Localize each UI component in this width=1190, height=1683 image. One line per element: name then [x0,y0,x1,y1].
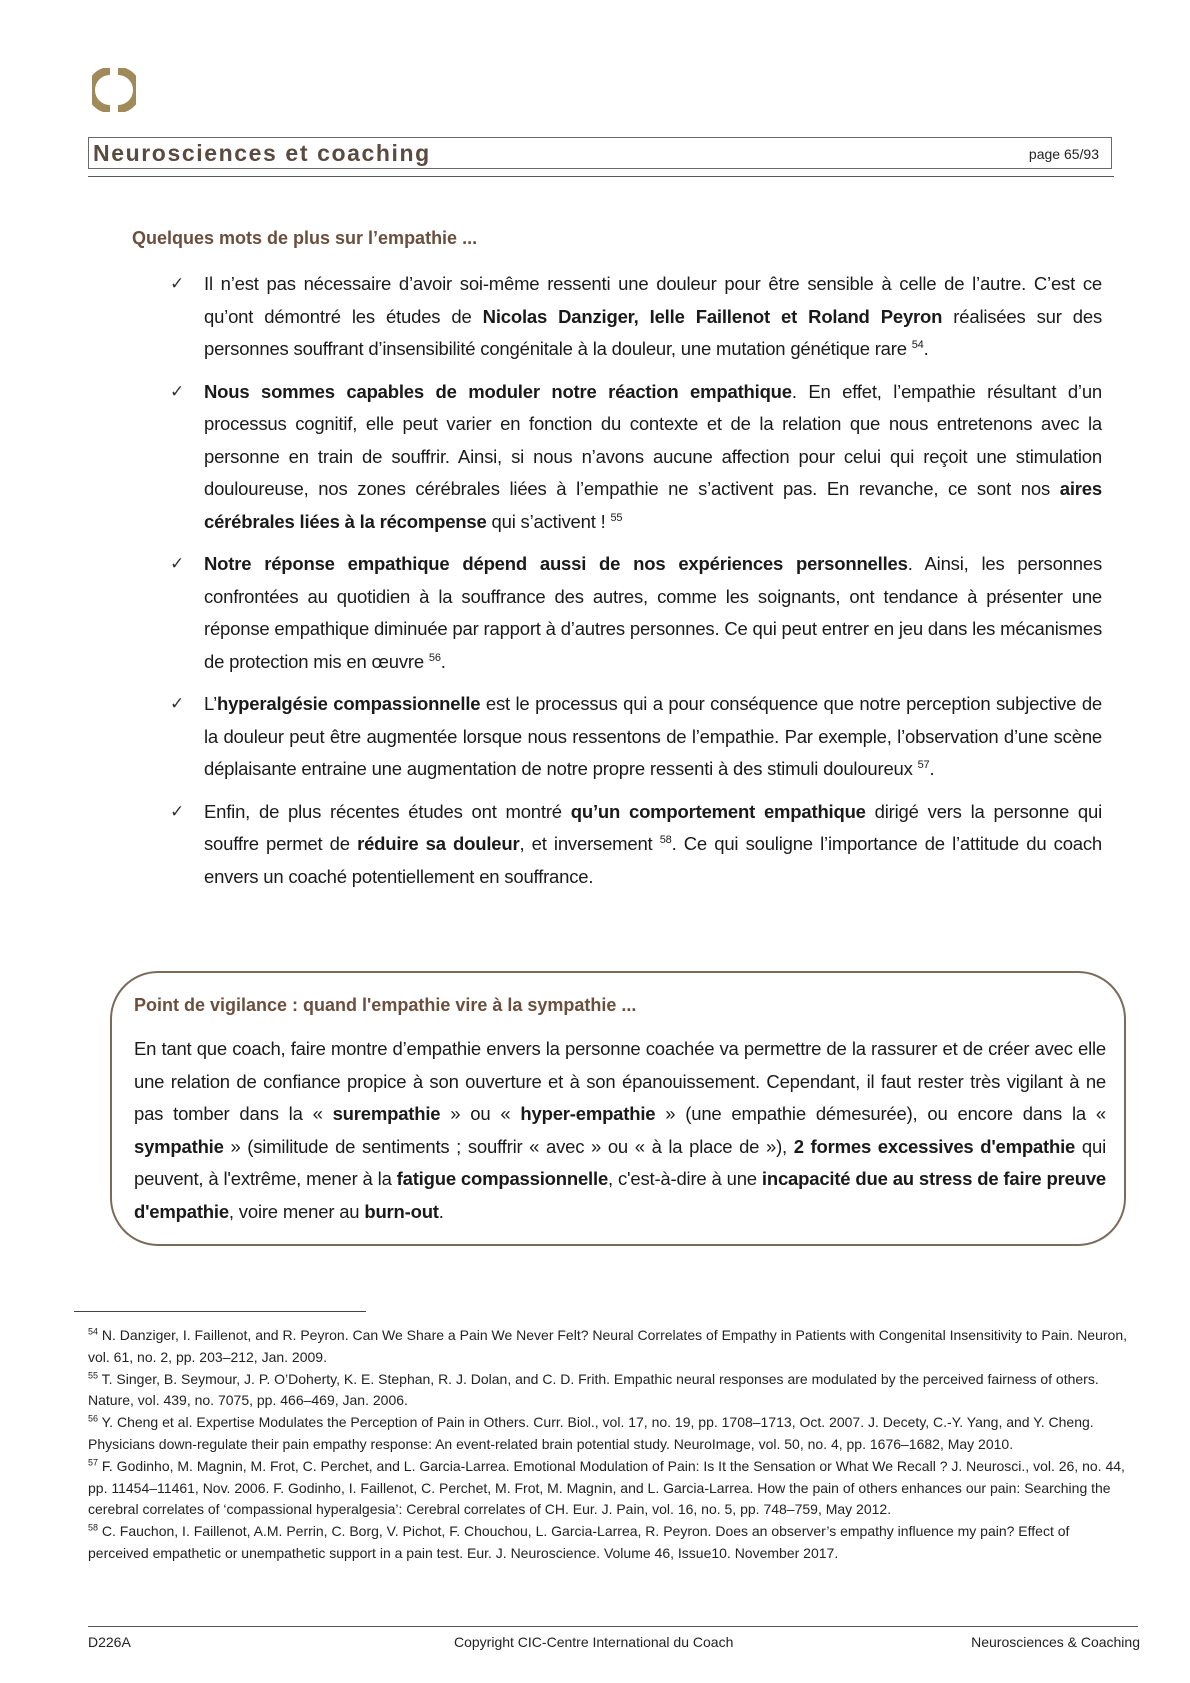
footnote-54 [88,1325,1128,1369]
footnote-number: 56 [88,1413,99,1424]
bold-text: Nous sommes capables de moduler notre réaction empathique [204,380,792,402]
footnotes [88,1325,1128,1565]
checkmark-icon: ✓ [170,694,185,713]
text: dirigé vers la personne qui souffre permet de [204,800,1102,854]
footnote-56 [88,1412,1128,1456]
text: » (similitude de sentiments ; souffrir « avec » ou « à la place de »), [223,1135,794,1157]
text: . [923,338,929,359]
text: . En effet, l’empathie résultant d’un processus cognitif, elle peut varier en fonction du contexte et de la relation que nous entretenons avec la personne en train de souffrir. Ainsi, si nous n’avons aucune affection pour celui qui reçoit une stimulation douloureuse, nos zones cérébrales liées à l’empathie ne s’activent pas. En revanche, ce sont nos [204,380,1102,499]
checkmark-icon: ✓ [170,554,185,573]
bold-text: burn-out [364,1200,439,1222]
footnote-number: 58 [88,1522,99,1533]
logo-icon [92,68,136,112]
footnote-text: C. Fauchon, I. Faillenot, A.M. Perrin, C. Borg, V. Pichot, F. Chouchou, L. Garcia-Larrea, R. Peyron. Does an observer’s empathy influence my pain? Effect of perceived empathetic or unempathetic support in a pain test. Eur. J. Neuroscience. Volume 46, Issue10. November 2017. [88,1523,1070,1561]
bold-text: Notre réponse empathique dépend aussi de nos expériences personnelles [204,553,908,574]
footnote-number: 57 [88,1457,99,1468]
footnote-text: T. Singer, B. Seymour, J. P. O’Doherty, K. E. Stephan, R. J. Dolan, and C. D. Frith. Empathic neural responses are modulated by the perceived fairness of others. Nature, vol. 439, no. 7075, pp. 466–469, Jan. 2006. [88,1370,1099,1409]
text: qui s’activent ! [486,510,611,532]
footnote-58 [88,1521,1128,1565]
page-number: page 65/93 [1028,146,1099,162]
document-code: D226A [88,1634,131,1650]
bold-text: qu’un comportement empathique [570,800,866,822]
bold-text: incapacité due au stress de faire preuve d'empathie [134,1168,1106,1222]
text: , voire mener au [228,1200,365,1222]
text: » ou « [440,1103,521,1124]
text: L’ [204,693,217,714]
text: Il n’est pas nécessaire d’avoir soi-même ressenti une douleur pour être sensible à celle de l’autre. C’est ce qu’ont démontré les études de [204,273,1102,327]
bold-text: Nicolas Danziger, Ielle Faillenot et Roland Peyron [482,305,943,327]
footnote-ref: 54 [911,338,924,351]
bold-text: fatigue compassionnelle [396,1168,609,1189]
text: . [929,758,935,779]
footnote-ref: 56 [428,651,441,664]
text: est le processus qui a pour conséquence que notre perception subjective de la douleur peut être augmentée lorsque nous ressentons de l’empathie. Par exemple, l’observation d’une scène déplaisante entraine une augmentation de notre propre ressenti à des stimuli douloureux [204,693,1102,779]
text: qui peuvent, à l'extrême, mener à la [134,1135,1106,1189]
header-divider [88,176,1114,177]
footer-divider [88,1626,1138,1627]
checkmark-icon: ✓ [170,381,185,401]
bold-text: hyperalgésie compassionnelle [216,693,481,714]
vigilance-title: Point de vigilance : quand l'empathie vire à la sympathie ... [134,995,637,1015]
footnote-ref: 55 [610,511,623,524]
text: , c'est-à-dire à une [608,1168,762,1189]
bullet-item [170,548,1102,678]
footnote-text: N. Danziger, I. Faillenot, and R. Peyron. Can We Share a Pain We Never Felt? Neural Correlates of Empathy in Patients with Congenital Insensitivity to Pain. Neuron, vol. 61, no. 2, pp. 203–212, Jan. 2009. [88,1327,1127,1365]
bold-text: 2 formes excessives d'empathie [793,1135,1076,1157]
text: En tant que coach, faire montre d’empathie envers la personne coachée va permettre de la rassurer et de créer avec elle une relation de confiance propice à son ouverture et à son épanouissement. Cependant, il faut rester très vigilant à ne pas tomber dans la « [134,1038,1106,1124]
text: réalisées sur des personnes souffrant d’insensibilité congénitale à la douleur, une mutation génétique rare [204,305,1102,359]
footnote-ref: 57 [917,758,930,771]
text: » (une empathie démesurée), ou encore dans la « [655,1103,1106,1124]
footnote-divider [74,1311,366,1312]
bullet-item [170,268,1102,366]
checkmark-icon: ✓ [170,274,185,293]
text: . Ce qui souligne l’importance de l’attitude du coach envers un coaché potentiellement en souffrance. [204,833,1103,887]
bold-text: réduire sa douleur [357,833,520,854]
bold-text: aires cérébrales liées à la récompense [204,478,1102,532]
text: , et inversement [519,833,660,854]
bullet-item [170,376,1102,539]
bold-text: hyper-empathie [520,1103,656,1124]
document-title: Neurosciences et coaching [93,140,431,166]
bullet-list [170,268,1102,903]
footnote-text: F. Godinho, M. Magnin, M. Frot, C. Perchet, and L. Garcia-Larrea. Emotional Modulation of Pain: Is It the Sensation or What We Recall ? J. Neurosci., vol. 26, no. 44, pp. 11454–11461, Nov. 2006. F. Godinho, I. Faillenot, C. Perchet, M. Frot, M. Magnin, and L. Garcia-Larrea. How the pain of others enhances our pain: Searching the cerebral correlates of ‘compassional hyperalgesia’: Cerebral correlates of CH. Eur. J. Pain, vol. 16, no. 5, pp. 748–759, May 2012. [88,1457,1125,1518]
footnote-57 [88,1456,1128,1521]
footer-subject: Neurosciences & Coaching [971,1634,1140,1650]
bold-text: surempathie [332,1103,441,1124]
checkmark-icon: ✓ [170,801,185,821]
text: . Ainsi, les personnes confrontées au quotidien à la souffrance des autres, comme les soignants, ont tendance à présenter une réponse empathique diminuée par rapport à d’autres personnes. Ce qui peut entrer en jeu dans les mécanismes de protection mis en œuvre [204,553,1103,672]
vigilance-callout [110,971,1126,1246]
bullet-item [170,796,1102,894]
footnote-number: 54 [88,1326,99,1337]
page-header [88,137,1112,169]
bold-text: sympathie [134,1135,224,1157]
footnote-ref: 58 [659,833,672,846]
text: Enfin, de plus récentes études ont montré [204,800,571,822]
footnote-text: Y. Cheng et al. Expertise Modulates the Perception of Pain in Others. Curr. Biol., vol. 17, no. 19, pp. 1708–1713, Oct. 2007. J. Decety, C.-Y. Yang, and Y. Cheng. Physicians down-regulate their pain empathy response: An event-related brain potential study. NeuroImage, vol. 50, no. 4, pp. 1676–1682, May 2010. [88,1414,1094,1452]
text: . [438,1200,444,1222]
footnote-55 [88,1369,1128,1413]
text: . [440,650,446,672]
section-title: Quelques mots de plus sur l’empathie ... [132,228,478,248]
vigilance-body [134,1033,1106,1228]
bullet-item [170,688,1102,786]
copyright: Copyright CIC-Centre International du Coach [454,1634,734,1650]
footnote-number: 55 [88,1369,99,1380]
